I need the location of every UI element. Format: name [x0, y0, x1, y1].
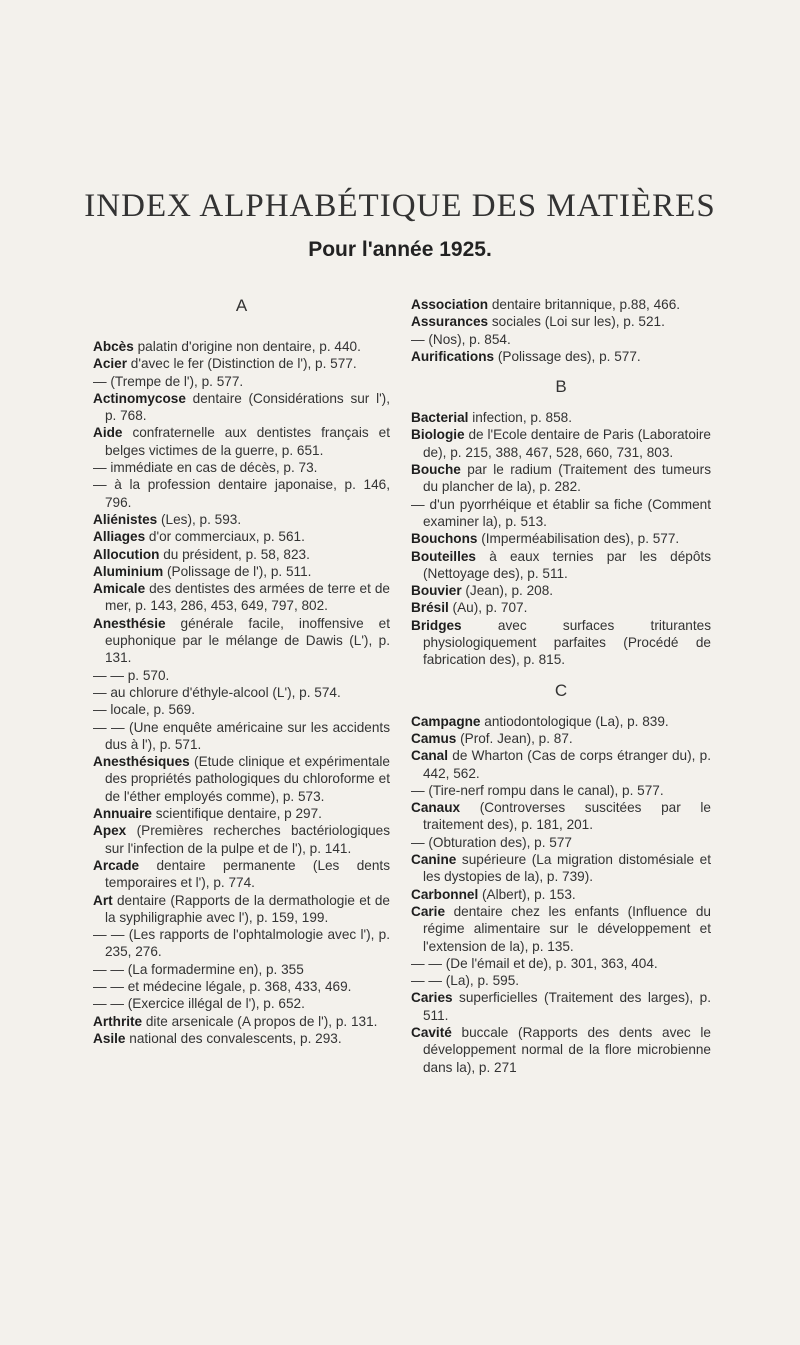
index-entry: [411, 834, 711, 851]
index-entry: [93, 563, 390, 580]
entry-keyword: Biologie: [411, 427, 465, 443]
entry-keyword: Bouchons: [411, 531, 478, 547]
entry-keyword: Anesthésiques: [93, 754, 190, 770]
index-entry: [411, 730, 711, 747]
index-entry: [411, 903, 711, 955]
entry-keyword: Bouteilles: [411, 548, 476, 564]
entry-keyword: Camus: [411, 730, 457, 746]
entry-text: — au chlorure d'éthyle-alcool (L'), p. 574.: [93, 684, 341, 700]
index-entry: [411, 972, 711, 989]
index-entry: [411, 296, 711, 313]
entry-keyword: Brésil: [411, 600, 449, 616]
section-letter: B: [555, 377, 567, 397]
section-letter: A: [235, 296, 248, 315]
index-entry: [93, 528, 390, 545]
entry-text: (Controverses suscitées par le traitement des), p. 181, 201.: [423, 800, 711, 833]
index-entry: [93, 822, 390, 857]
entry-text: — (Obturation des), p. 577: [411, 834, 572, 850]
entry-text: (Etude clinique et expérimentale des propriétés pathologiques du chloroforme et de l'éther employés comme), p. 573.: [105, 754, 390, 804]
index-entry: [411, 530, 711, 547]
index-entry: [93, 459, 390, 476]
entry-keyword: Association: [411, 297, 489, 312]
entry-text: avec surfaces triturantes physiologiquement parfaites (Procédé de fabrication des), p. 815.: [423, 617, 711, 668]
entry-text: infection, p. 858.: [468, 410, 572, 426]
index-entry: [411, 989, 711, 1024]
entry-keyword: Art: [93, 892, 113, 908]
entry-keyword: Aide: [93, 425, 123, 441]
index-entry: [411, 955, 711, 972]
entry-keyword: Bouvier: [411, 583, 462, 599]
entry-keyword: Alliages: [93, 529, 146, 545]
entry-text: (Les), p. 593.: [157, 511, 242, 527]
index-entry: [93, 684, 390, 701]
entry-text: d'avec le fer (Distinction de l'), p. 577.: [127, 356, 357, 372]
entry-text: — à la profession dentaire japonaise, p. 146, 796.: [93, 477, 390, 510]
index-entry: [411, 782, 711, 799]
entry-keyword: Apex: [93, 823, 127, 839]
entry-text: — — (De l'émail et de), p. 301, 363, 404.: [411, 955, 658, 971]
entry-text: (Albert), p. 153.: [478, 886, 576, 902]
entry-keyword: Acier: [93, 356, 128, 372]
entry-text: supérieure (La migration distomésiale et les dystopies de la), p. 739).: [423, 852, 711, 885]
entry-text: antiodontologique (La), p. 839.: [480, 713, 669, 729]
entry-keyword: Asile: [93, 1030, 126, 1046]
entry-text: palatin d'origine non dentaire, p. 440.: [133, 339, 361, 354]
entry-text: dite arsenicale (A propos de l'), p. 131.: [142, 1013, 378, 1029]
entry-text: — d'un pyorrhéique et établir sa fiche (Comment examiner la), p. 513.: [411, 496, 711, 529]
entry-keyword: Campagne: [411, 713, 481, 729]
index-entry: [411, 617, 711, 669]
entry-keyword: Abcès: [93, 339, 134, 354]
index-entry: [93, 546, 390, 563]
entry-text: (Prof. Jean), p. 87.: [456, 730, 573, 746]
index-entry: [93, 390, 390, 425]
index-entry: [93, 373, 390, 390]
entry-text: des dentistes des armées de terre et de mer, p. 143, 286, 453, 649, 797, 802.: [105, 581, 390, 614]
index-entry: [411, 496, 711, 531]
entry-keyword: Canaux: [411, 800, 461, 816]
entry-keyword: Cavité: [411, 1024, 452, 1040]
entry-keyword: Anesthésie: [93, 615, 166, 631]
entry-text: sociales (Loi sur les), p. 521.: [488, 314, 665, 330]
index-entry: [411, 409, 711, 426]
entry-text: — — (Une enquête américaine sur les accidents dus à l'), p. 571.: [93, 719, 390, 752]
entry-text: — (Nos), p. 854.: [411, 331, 511, 347]
index-entry: [411, 461, 711, 496]
index-entry: [93, 615, 390, 667]
entry-text: — — (La formadermine en), p. 355: [93, 961, 304, 977]
entry-text: dentaire chez les enfants (Influence du régime alimentaire sur le développement et l'extension de la), p. 135.: [423, 903, 711, 954]
entry-text: générale facile, inoffensive et euphonique par le mélange de Dawis (L'), p. 131.: [105, 615, 390, 666]
index-entry: [93, 753, 390, 805]
index-entry: [93, 667, 390, 684]
entry-text: superficielles (Traitement des larges), p. 511.: [423, 990, 711, 1023]
entry-keyword: Carbonnel: [411, 886, 479, 902]
entry-text: (Premières recherches bactériologiques sur l'infection de la pulpe et de l'), p. 141.: [105, 823, 390, 856]
entry-text: (Au), p. 707.: [448, 600, 528, 616]
index-entry: [411, 582, 711, 599]
index-entry: [411, 1024, 711, 1076]
entry-text: de Wharton (Cas de corps étranger du), p. 442, 562.: [423, 748, 711, 781]
entry-text: d'or commerciaux, p. 561.: [145, 529, 305, 545]
entry-text: dentaire (Rapports de la dermathologie et de la syphiligraphie avec l'), p. 159, 199.: [105, 892, 390, 925]
entry-text: — — (Les rapports de l'ophtalmologie avec l'), p. 235, 276.: [93, 927, 390, 960]
index-entry: [93, 355, 390, 372]
entry-text: (Imperméabilisation des), p. 577.: [477, 531, 680, 547]
index-entry: [93, 995, 390, 1012]
index-entry: [93, 892, 390, 927]
index-entry: [411, 886, 711, 903]
right-column: [411, 296, 711, 1076]
entry-keyword: Bacterial: [411, 410, 469, 426]
entry-keyword: Caries: [411, 990, 453, 1006]
entry-keyword: Bridges: [411, 617, 462, 633]
entry-text: du président, p. 58, 823.: [159, 546, 310, 562]
entry-keyword: Canine: [411, 852, 457, 868]
entry-keyword: Actinomycose: [93, 390, 186, 406]
entry-text: dentaire britannique, p.88, 466.: [488, 297, 681, 312]
entry-text: (Polissage des), p. 577.: [494, 348, 641, 364]
entry-keyword: Bouche: [411, 462, 461, 478]
index-entry: [411, 348, 711, 365]
index-entry: [93, 338, 390, 355]
index-entry: [411, 799, 711, 834]
entry-keyword: Allocution: [93, 546, 160, 562]
index-entry: [93, 701, 390, 718]
index-entry: [93, 476, 390, 511]
entry-text: — (Tire-nerf rompu dans le canal), p. 577.: [411, 782, 664, 798]
index-entry: [93, 926, 390, 961]
entry-keyword: Carie: [411, 903, 446, 919]
index-entry: [93, 1013, 390, 1030]
entry-text: dentaire permanente (Les dents temporaires et l'), p. 774.: [105, 857, 390, 891]
entry-text: à eaux ternies par les dépôts (Nettoyage des), p. 511.: [423, 548, 711, 581]
entry-keyword: Amicale: [93, 581, 146, 597]
entry-text: (Jean), p. 208.: [461, 583, 554, 599]
entry-keyword: Aurifications: [411, 348, 495, 364]
index-entry: [93, 511, 390, 528]
index-entry: [411, 313, 711, 330]
index-entry: [411, 426, 711, 461]
entry-text: confraternelle aux dentistes français et belges victimes de la guerre, p. 651.: [105, 425, 390, 458]
index-entry: [93, 857, 390, 892]
index-entry: [93, 719, 390, 754]
index-entry: [411, 851, 711, 886]
entry-text: — — (Exercice illégal de l'), p. 652.: [93, 996, 305, 1012]
entry-keyword: Arcade: [93, 857, 140, 873]
entry-keyword: Canal: [411, 748, 449, 764]
entry-text: buccale (Rapports des dents avec le développement normal de la flore microbienne dans la), p. 271: [423, 1024, 711, 1075]
entry-keyword: Assurances: [411, 314, 489, 330]
entry-text: de l'Ecole dentaire de Paris (Laboratoire de), p. 215, 388, 467, 528, 660, 731, 803.: [423, 427, 711, 460]
entry-text: — — et médecine légale, p. 368, 433, 469.: [93, 978, 352, 994]
index-entry: [93, 424, 390, 459]
index-entry: [411, 599, 711, 616]
entry-text: — locale, p. 569.: [93, 702, 196, 718]
page-title: INDEX ALPHABÉTIQUE DES MATIÈRES: [84, 188, 716, 224]
entry-keyword: Arthrite: [93, 1013, 143, 1029]
index-entry: [93, 805, 390, 822]
entry-keyword: Aliénistes: [93, 511, 158, 527]
entry-text: par le radium (Traitement des tumeurs du plancher de la), p. 282.: [423, 462, 711, 495]
index-entry: [411, 548, 711, 583]
entry-text: — — (La), p. 595.: [411, 973, 520, 989]
section-letter: C: [554, 680, 568, 700]
page-subtitle: Pour l'année 1925.: [308, 238, 492, 261]
entry-text: — (Trempe de l'), p. 577.: [93, 373, 244, 389]
index-entry: [411, 747, 711, 782]
entry-keyword: Aluminium: [93, 563, 164, 579]
entry-text: national des convalescents, p. 293.: [125, 1030, 342, 1046]
index-entry: [93, 580, 390, 615]
entry-keyword: Annuaire: [93, 806, 152, 822]
entry-text: (Polissage de l'), p. 511.: [163, 563, 312, 579]
index-entry: [93, 1030, 390, 1047]
entry-text: — — p. 570.: [93, 667, 170, 683]
index-entry: [93, 978, 390, 995]
entry-text: scientifique dentaire, p 297.: [151, 806, 322, 822]
index-entry: [411, 331, 711, 348]
entry-text: dentaire (Considérations sur l'), p. 768.: [105, 390, 390, 424]
entry-text: — immédiate en cas de décès, p. 73.: [93, 460, 318, 476]
index-entry: [411, 713, 711, 730]
left-column: [93, 296, 390, 1047]
index-entry: [93, 961, 390, 978]
